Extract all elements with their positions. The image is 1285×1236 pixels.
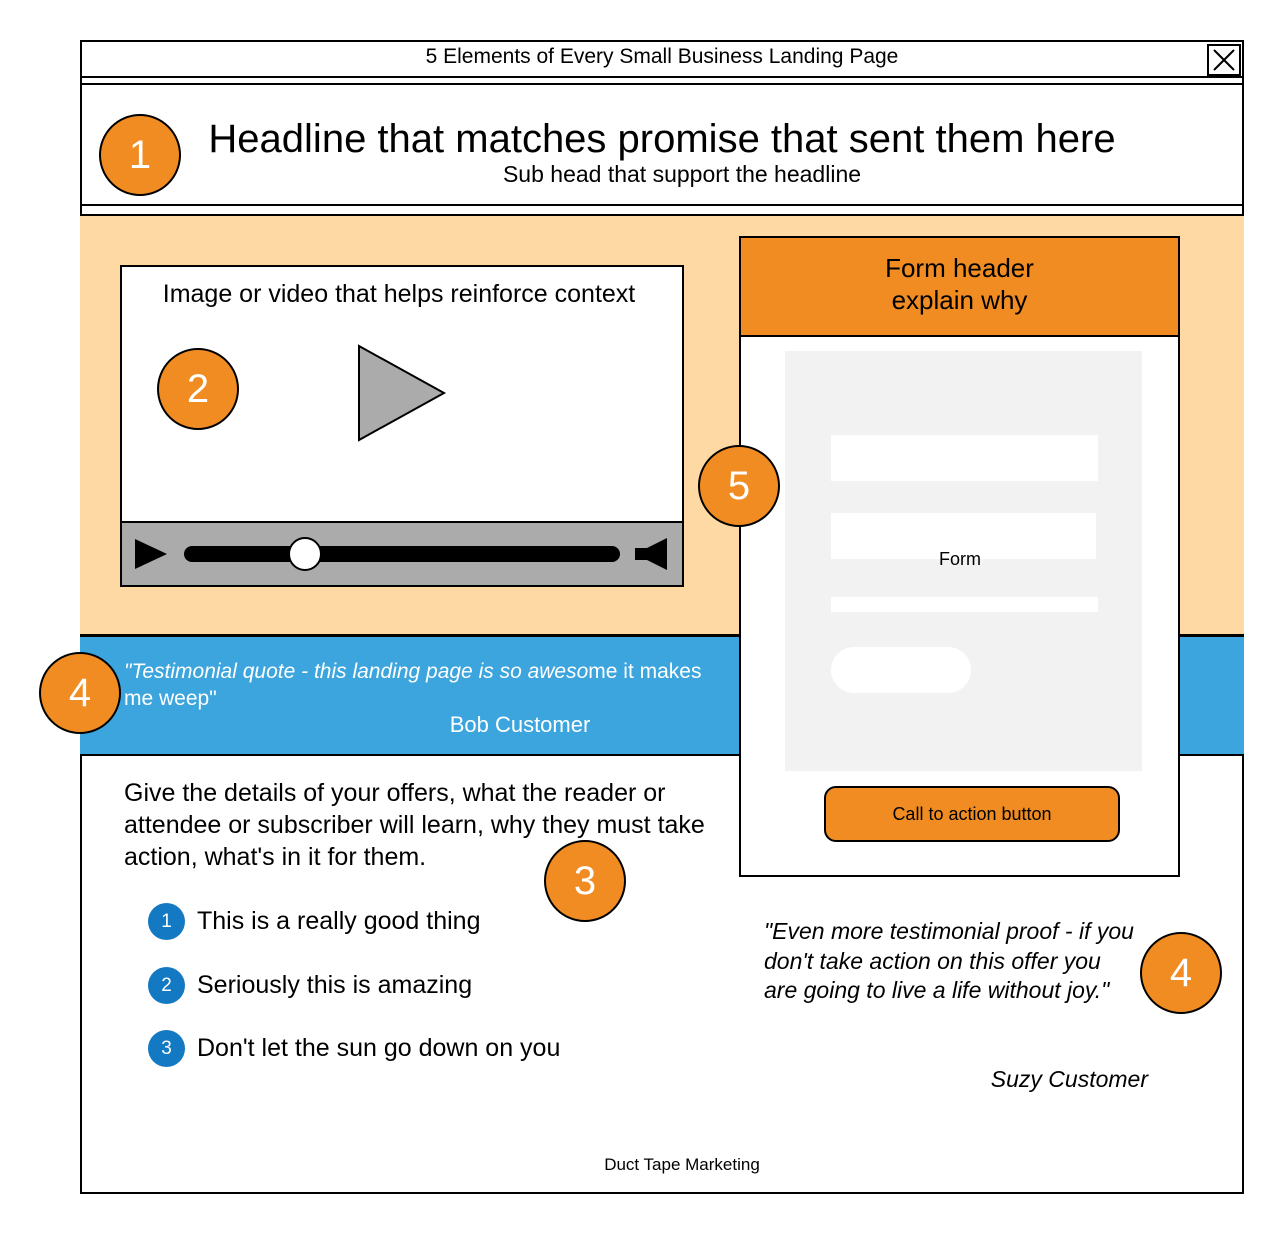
close-button[interactable]	[1207, 44, 1241, 76]
body-copy: Give the details of your offers, what the reader or attendee or subscriber will learn, why they must take action, what's in it for them.	[124, 779, 705, 871]
list-number-badge: 3	[148, 1030, 185, 1067]
testimonial-quote-rest: me it makes me weep"	[124, 660, 702, 710]
list-item-label: Seriously this is amazing	[197, 971, 473, 999]
list-item-label: This is a really good thing	[197, 907, 481, 935]
play-icon[interactable]	[133, 537, 169, 571]
form-label: Form	[939, 549, 981, 569]
list-item	[148, 1028, 708, 1068]
media-caption: Image or video that helps reinforce context	[162, 280, 636, 308]
call-to-action-button[interactable]: Call to action button	[824, 786, 1120, 842]
subhead: Sub head that support the headline	[502, 161, 862, 187]
form-field-1[interactable]	[831, 435, 1098, 481]
form-header-line-1: Form header	[885, 253, 1034, 283]
volume-icon[interactable]	[633, 537, 669, 571]
element-badge-body: 3	[544, 840, 626, 922]
list-item	[148, 901, 708, 941]
seek-handle[interactable]	[288, 537, 322, 571]
close-icon	[1209, 46, 1239, 74]
header-divider-top	[80, 204, 1244, 206]
form-header-line-2: explain why	[891, 285, 1028, 315]
element-badge-headline: 1	[99, 114, 181, 196]
list-item-label: Don't let the sun go down on you	[197, 1034, 561, 1062]
headline: Headline that matches promise that sent them here	[208, 117, 1116, 161]
list-number-badge: 2	[148, 967, 185, 1004]
footer-credit: Duct Tape Marketing	[604, 1155, 760, 1174]
list-number-badge: 1	[148, 903, 185, 940]
testimonial-author: Bob Customer	[449, 712, 591, 737]
title-divider	[80, 83, 1244, 85]
element-badge-form: 5	[698, 445, 780, 527]
play-button-icon[interactable]	[356, 343, 448, 443]
testimonial-quote-italic: "Testimonial quote - this landing page is so aweso	[124, 660, 589, 683]
form-field-3[interactable]	[831, 597, 1098, 612]
testimonial-quote-2: "Even more testimonial proof - if you don't take action on this offer you are going to live a life without joy."	[764, 918, 1134, 1003]
element-badge-media: 2	[157, 348, 239, 430]
seek-bar[interactable]	[184, 546, 620, 562]
testimonial-author-2: Suzy Customer	[990, 1066, 1148, 1092]
list-item	[148, 965, 708, 1005]
element-badge-testimonial-2: 4	[1140, 932, 1222, 1014]
form-header-text	[739, 252, 1180, 316]
testimonial-quote	[124, 658, 704, 712]
element-badge-testimonial: 4	[39, 652, 121, 734]
form-submit-button[interactable]	[831, 647, 971, 693]
window-title: 5 Elements of Every Small Business Landing Page	[425, 45, 899, 68]
